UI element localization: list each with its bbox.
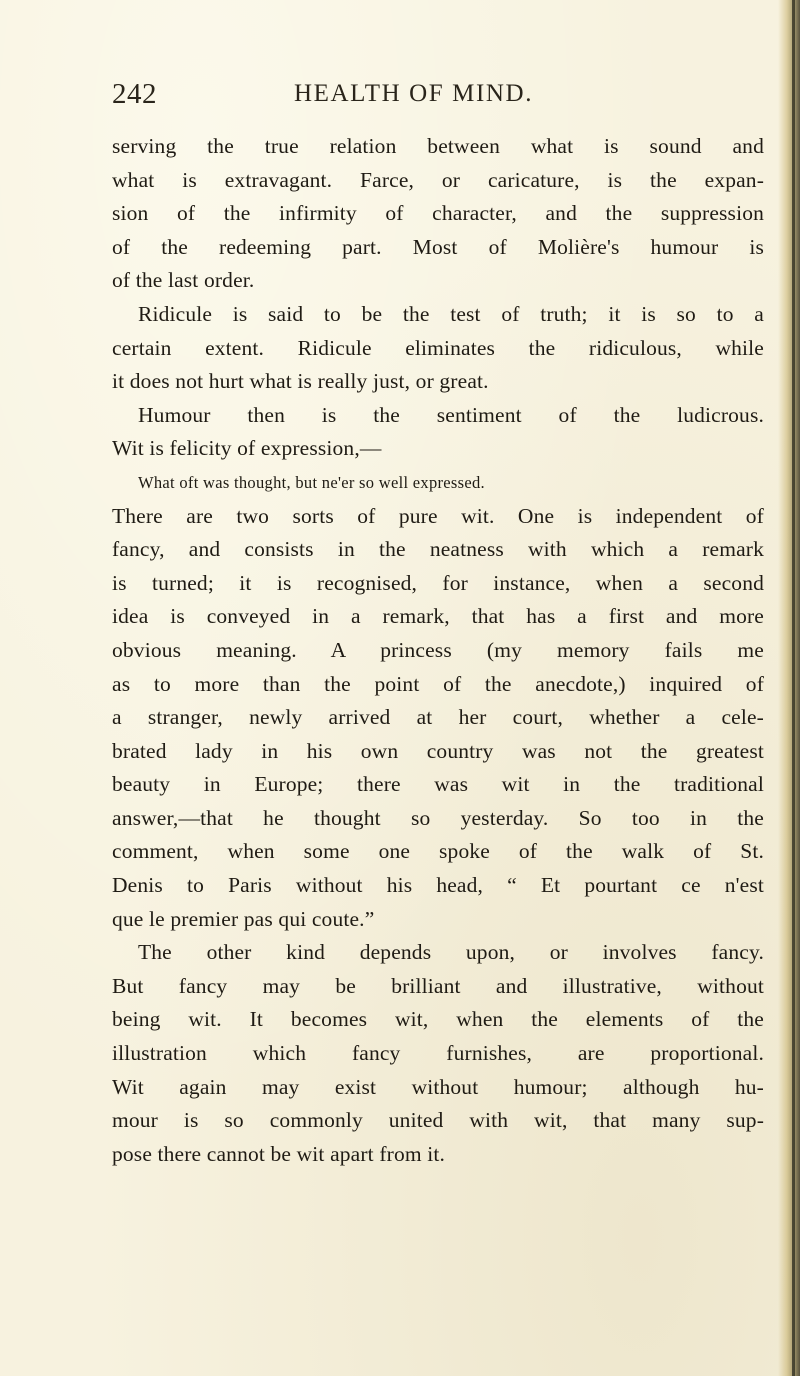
page-number: 242: [112, 78, 157, 110]
text-line: beauty in Europe; there was wit in the traditional: [112, 772, 764, 797]
text-line: pose there cannot be wit apart from it.: [112, 1141, 446, 1166]
page-edge-line: [792, 0, 795, 1376]
text-line: But fancy may be brilliant and illustrative, without: [112, 973, 764, 998]
block-quotation: What oft was thought, but ne'er so well expressed.: [138, 472, 485, 492]
text-line: obvious meaning. A princess (my memory fails me: [112, 637, 764, 662]
text-line: of the last order.: [112, 268, 255, 293]
text-line: it does not hurt what is really just, or great.: [112, 369, 489, 394]
page-fore-edge-shadow: [778, 0, 800, 1376]
text-line: as to more than the point of the anecdote,) inquired of: [112, 671, 764, 696]
text-line: certain extent. Ridicule eliminates the ridiculous, while: [112, 335, 764, 360]
text-line: sion of the infirmity of character, and the suppression: [112, 201, 764, 226]
text-line: comment, when some one spoke of the walk of St.: [112, 839, 764, 864]
text-line: being wit. It becomes wit, when the elements of the: [112, 1007, 764, 1032]
text-line: Wit again may exist without humour; although hu-: [112, 1074, 764, 1099]
paragraph-first-line: The other kind depends upon, or involves fancy.: [138, 940, 764, 965]
text-line: There are two sorts of pure wit. One is independent of: [112, 503, 764, 528]
paragraph-first-line: Humour then is the sentiment of the ludicrous.: [138, 402, 764, 427]
text-line: fancy, and consists in the neatness with which a remark: [112, 537, 764, 562]
text-line: idea is conveyed in a remark, that has a first and more: [112, 604, 764, 629]
text-line: brated lady in his own country was not the greatest: [112, 738, 764, 763]
text-line: is turned; it is recognised, for instance, when a second: [112, 570, 764, 595]
text-line: a stranger, newly arrived at her court, whether a cele-: [112, 705, 764, 730]
body-text: [112, 130, 764, 1171]
text-line: answer,—that he thought so yesterday. So too in the: [112, 805, 764, 830]
paragraph-first-line: Ridicule is said to be the test of truth; it is so to a: [138, 301, 764, 326]
text-line: what is extravagant. Farce, or caricature, is the expan-: [112, 167, 764, 192]
text-line: Wit is felicity of expression,—: [112, 436, 382, 461]
text-line: illustration which fancy furnishes, are proportional.: [112, 1041, 764, 1066]
text-line: serving the true relation between what is sound and: [112, 134, 764, 158]
running-head: HEALTH OF MIND.: [294, 80, 534, 107]
text-line: of the redeeming part. Most of Molière's humour is: [112, 234, 764, 259]
text-line: que le premier pas qui coute.”: [112, 906, 375, 931]
text-line: mour is so commonly united with wit, that many sup-: [112, 1108, 764, 1133]
text-line: Denis to Paris without his head, “ Et pourtant ce n'est: [112, 873, 764, 898]
page-header: [112, 78, 762, 118]
